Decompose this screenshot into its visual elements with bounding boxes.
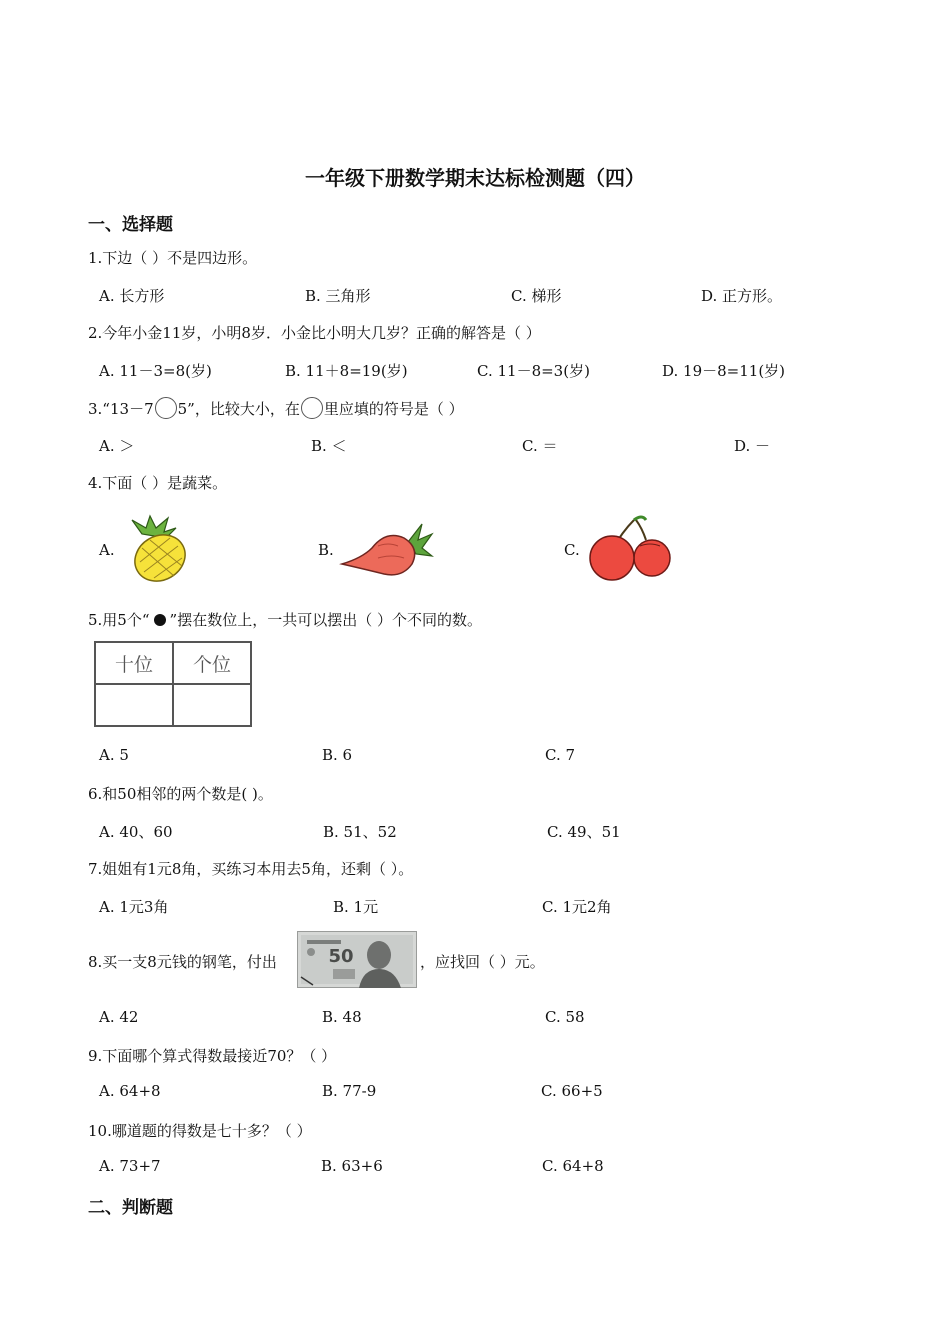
q8-option-b[interactable]: B. 48 (322, 1008, 362, 1026)
q5-option-b[interactable]: B. 6 (322, 746, 353, 764)
q3-option-d[interactable]: D. － (734, 437, 771, 455)
question-10: 10.哪道题的得数是七十多？（ ） (88, 1122, 312, 1140)
q1-option-d[interactable]: D. 正方形。 (701, 287, 783, 305)
banknote-50-icon (297, 931, 417, 988)
bead-icon (154, 614, 166, 626)
q6-option-b[interactable]: B. 51、52 (323, 823, 397, 841)
q5-option-a[interactable]: A. 5 (99, 746, 129, 764)
q8-option-a[interactable]: A. 42 (99, 1008, 139, 1026)
ones-header: 个位 (173, 642, 251, 684)
q3-option-b[interactable]: B. ＜ (311, 437, 347, 455)
q7-option-c[interactable]: C. 1元2角 (542, 898, 612, 916)
ones-cell (173, 684, 251, 726)
q1-option-b[interactable]: B. 三角形 (305, 287, 371, 305)
q4-option-a[interactable]: A. (99, 541, 115, 559)
q7-option-b[interactable]: B. 1元 (333, 898, 379, 916)
question-6: 6.和50相邻的两个数是( )。 (88, 785, 273, 803)
q9-option-b[interactable]: B. 77-9 (322, 1082, 377, 1100)
q1-option-a[interactable]: A. 长方形 (99, 287, 165, 305)
q4-option-b[interactable]: B. (318, 541, 334, 559)
q4-option-c[interactable]: C. (564, 541, 580, 559)
question-8-part2: ，应找回（ ）元。 (420, 953, 545, 971)
q10-option-c[interactable]: C. 64+8 (542, 1157, 604, 1175)
q9-option-c[interactable]: C. 66+5 (541, 1082, 603, 1100)
page-title: 一年级下册数学期末达标检测题（四） (305, 166, 645, 190)
radish-icon (338, 516, 434, 582)
section-heading-choice: 一、选择题 (88, 215, 173, 235)
q2-option-d[interactable]: D. 19－8=11(岁) (662, 362, 786, 380)
tens-cell (95, 684, 173, 726)
banknote-value: 50 (328, 946, 354, 967)
q2-option-c[interactable]: C. 11－8=3(岁) (477, 362, 590, 380)
question-1: 1.下边（ ）不是四边形。 (88, 249, 258, 267)
q5-text-part2: ”摆在数位上，一共可以摆出（ ）个不同的数。 (169, 611, 482, 629)
q3-text-part2: 5”，比较大小，在 (177, 400, 300, 418)
section-heading-judge: 二、判断题 (88, 1198, 173, 1218)
q8-option-c[interactable]: C. 58 (545, 1008, 585, 1026)
q10-option-a[interactable]: A. 73+7 (99, 1157, 161, 1175)
question-2: 2.今年小金11岁，小明8岁．小金比小明大几岁？正确的解答是（ ） (88, 324, 541, 342)
question-4: 4.下面（ ）是蔬菜。 (88, 474, 228, 492)
q6-option-a[interactable]: A. 40、60 (99, 823, 173, 841)
blank-circle-icon (301, 397, 323, 419)
q2-option-b[interactable]: B. 11＋8=19(岁) (285, 362, 408, 380)
q2-option-a[interactable]: A. 11－3=8(岁) (99, 362, 212, 380)
q5-option-c[interactable]: C. 7 (545, 746, 576, 764)
q6-option-c[interactable]: C. 49、51 (547, 823, 621, 841)
tens-header: 十位 (95, 642, 173, 684)
q3-option-c[interactable]: C. ＝ (522, 437, 558, 455)
question-8-part1: 8.买一支8元钱的钢笔，付出 (88, 953, 277, 971)
pineapple-icon (120, 514, 192, 586)
q5-text-part1: 5.用5个“ (88, 611, 150, 629)
q10-option-b[interactable]: B. 63+6 (321, 1157, 383, 1175)
blank-circle-icon (155, 397, 177, 419)
q9-option-a[interactable]: A. 64+8 (99, 1082, 161, 1100)
question-9: 9.下面哪个算式得数最接近70？（ ） (88, 1047, 337, 1065)
q3-option-a[interactable]: A. ＞ (99, 437, 135, 455)
place-value-table (94, 641, 252, 727)
question-5 (88, 609, 482, 630)
question-3 (88, 397, 464, 419)
q3-text-part3: 里应填的符号是（ ） (323, 400, 464, 418)
question-7: 7.姐姐有1元8角，买练习本用去5角，还剩（ ）。 (88, 860, 414, 878)
q3-text-part1: 3.“13－7 (88, 400, 154, 418)
cherry-icon (584, 514, 676, 582)
q1-option-c[interactable]: C. 梯形 (511, 287, 562, 305)
q7-option-a[interactable]: A. 1元3角 (99, 898, 169, 916)
